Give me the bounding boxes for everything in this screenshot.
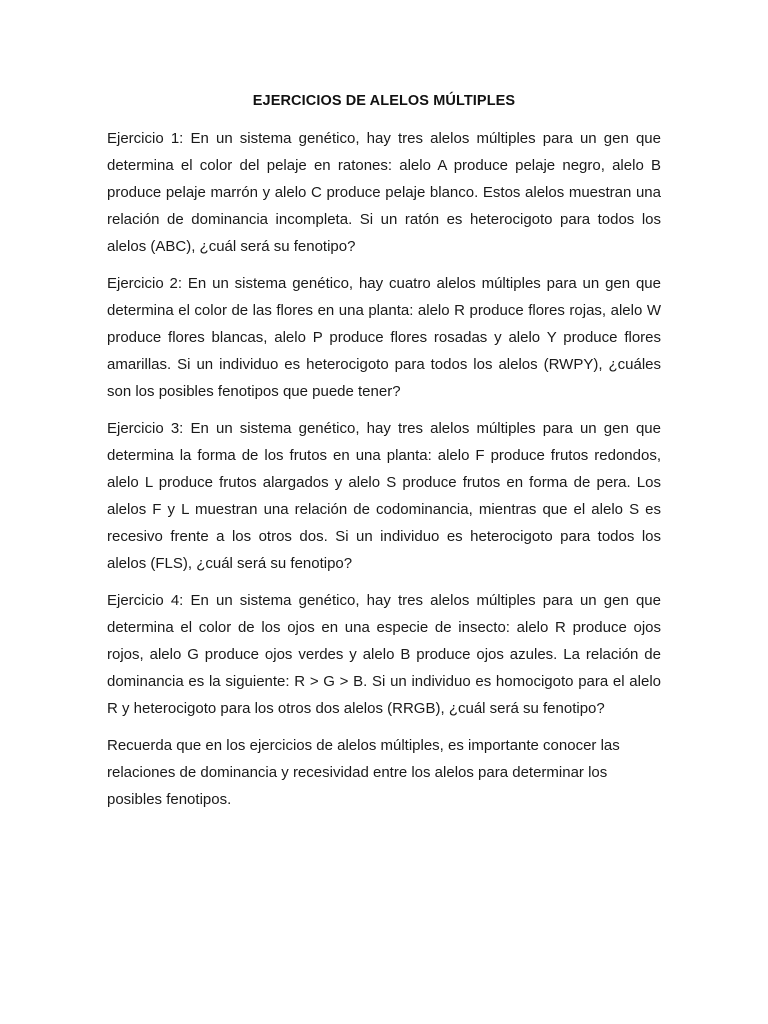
document-body — [107, 88, 661, 823]
exercise-1-paragraph: Ejercicio 1: En un sistema genético, hay tres alelos múltiples para un gen que determina el color del pelaje en ratones: alelo A produce pelaje negro, alelo B produce pelaje marrón y alelo C produce pelaje blanco. Estos alelos muestran una relación de dominancia incompleta. Si un ratón es heterocigoto para todos los alelos (ABC), ¿cuál será su fenotipo? — [107, 130, 661, 255]
document-title: EJERCICIOS DE ALELOS MÚLTIPLES — [252, 93, 516, 109]
exercise-4-paragraph: Ejercicio 4: En un sistema genético, hay tres alelos múltiples para un gen que determina el color de los ojos en una especie de insecto: alelo R produce ojos rojos, alelo G produce ojos verdes y alelo B produce ojos azules. La relación de dominancia es la siguiente: R > G > B. Si un individuo es homocigoto para el alelo R y heterocigoto para los otros dos alelos (RRGB), ¿cuál será su fenotipo? — [107, 592, 661, 717]
exercise-2-paragraph: Ejercicio 2: En un sistema genético, hay cuatro alelos múltiples para un gen que determina el color de las flores en una planta: alelo R produce flores rojas, alelo W produce flores blancas, alelo P produce flores rosadas y alelo Y produce flores amarillas. Si un individuo es heterocigoto para todos los alelos (RWPY), ¿cuáles son los posibles fenotipos que puede tener? — [107, 275, 661, 400]
closing-note-paragraph: Recuerda que en los ejercicios de alelos múltiples, es importante conocer las relaciones de dominancia y recesividad entre los alelos para determinar los posibles fenotipos. — [107, 737, 620, 808]
exercise-3-paragraph: Ejercicio 3: En un sistema genético, hay tres alelos múltiples para un gen que determina la forma de los frutos en una planta: alelo F produce frutos redondos, alelo L produce frutos alargados y alelo S produce frutos en forma de pera. Los alelos F y L muestran una relación de codominancia, mientras que el alelo S es recesivo frente a los otros dos. Si un individuo es heterocigoto para todos los alelos (FLS), ¿cuál será su fenotipo? — [107, 420, 661, 572]
